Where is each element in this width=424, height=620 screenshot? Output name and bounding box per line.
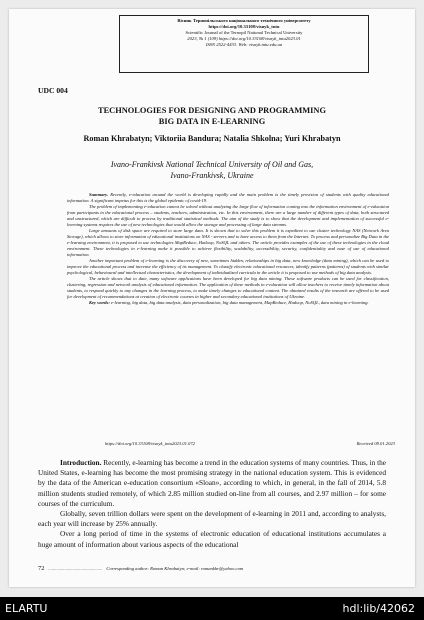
abstract-paragraph: Another important problem of e-learning is the discovery of new, sometimes hidden, relationships in big data, new knowledge (data mining), which can be used to improve the educational process and increase the efficiency of its management. To classify electronic educational resources, identify patterns (patterns) of students with similar psychological, behavioural and intellectual characteristics, the development of individualized curricula in the article it is proposed to use methods of big data analysis. xyxy=(67,258,389,275)
affiliation-line-1: Ivano-Frankivsk National Technical University of Oil and Gas, xyxy=(110,160,314,169)
abstract-text-1: Recently, e-education around the world is developing rapidly and the main problem is the timely provision of students with quality educational information. A significant impetus for this is the global epidemic of covid-19. xyxy=(67,192,390,203)
article-doi[interactable]: https://doi.org/10.33108/visnyk_tntu2023.01.072 xyxy=(105,441,195,446)
introduction xyxy=(38,458,386,550)
journal-header-box xyxy=(119,15,369,73)
abstract-paragraph: The article shows that to date, many software applications have been developed for big data mining. These software products can be used for classification, clustering, regression and network analysis of educational information. The application of these methods in e-education will allow teachers to receive timely information about students, to respond quickly to any changes in the learning process, to make timely changes to educational content. The obtained results of the research are offered to be used for development of recommendations at creation of electronic courses in higher and secondary educational institutions of Ukraine. xyxy=(67,276,389,299)
title-line-1: TECHNOLOGIES FOR DESIGNING AND PROGRAMMING xyxy=(97,106,326,115)
keywords-text: e-learning, big data, big data analysis, data personalization, big data management, MapReduce, Hadoop, NoSQL, data mining in e-learning. xyxy=(110,300,369,305)
keywords-lead: Key words: xyxy=(89,300,110,305)
received-date: Received 09.01.2023 xyxy=(356,441,395,446)
journal-doi[interactable]: https://doi.org/10.33108/visnyk_tntu xyxy=(208,24,280,29)
repository-name: ELARTU xyxy=(5,602,48,615)
introduction-heading: Introduction. xyxy=(60,458,102,467)
handle-id[interactable]: hdl:lib/42062 xyxy=(342,602,415,615)
article-meta xyxy=(105,441,395,446)
journal-name-en: Scientific Journal of the Ternopil National Technical University xyxy=(185,30,303,35)
page-footer xyxy=(38,565,386,572)
journal-name-ua: Вісник Тернопільського національного технічного університету xyxy=(177,18,311,23)
journal-issn: ISSN 2522-4433. Web: visnyk.tntu.edu.ua xyxy=(205,42,283,47)
abstract-lead: Summary. xyxy=(89,192,109,197)
affiliation xyxy=(29,159,395,181)
keywords xyxy=(67,300,389,306)
footer-dots: ............................................... xyxy=(48,566,103,571)
body-paragraph xyxy=(38,458,386,509)
page-number: 72 xyxy=(38,565,45,572)
udc-code: UDC 004 xyxy=(38,86,68,95)
abstract-paragraph xyxy=(67,192,389,204)
document-page xyxy=(9,9,415,587)
body-paragraph: Globally, seven trillion dollars were spent on the development of e-learning in 2011 and, according to analysts, each year will increase by 25% annually. xyxy=(38,509,386,529)
body-paragraph: Over a long period of time in the systems of electronic education of educational institutions accumulates a huge amount of information about various aspects of the educational xyxy=(38,529,386,549)
corresponding-author: Corresponding author: Roman Khrabatyn; e-mail: romankhr@yahoo.com xyxy=(106,566,244,571)
paper-title xyxy=(29,105,395,127)
abstract xyxy=(67,192,389,306)
journal-issue: 2023, № 1 (109) https://doi.org/10.33108/visnyk_tntu2023.01 xyxy=(187,36,301,41)
bottom-bar xyxy=(0,597,424,620)
abstract-paragraph: The problem of implementing e-education cannot be solved without analyzing the large flow of information coming into the information environment of e-education from participants in the educational process – students, teachers, administration, etc. In this environment, there are a large number of different types of data, both structured and unstructured, which are difficult to process by traditional statistical methods. The aim of the study is to show that the development and implementation of successful e-learning systems requires the use of new technologies that would allow the storage and processing of large data streams. xyxy=(67,204,389,227)
authors: Roman Khrabatyn; Viktoriia Bandura; Natalia Shkolna; Yuri Khrabatyn xyxy=(83,134,341,143)
title-line-2: BIG DATA IN E-LEARNING xyxy=(158,117,266,126)
affiliation-line-2: Ivano-Frankivsk, Ukraine xyxy=(170,171,254,180)
abstract-paragraph: Large amounts of disk space are required to store large data. It is shown that to solve this problem it is expedient to use cluster technology NAS (Network Area Storage), which allows to store information of educational institutions on NAS - servers and to have access to them from the Internet. To process and personalize Big Data in the e-learning environment, it is proposed to use technologies MapReduce, Hadoop, NoSQL and others. The article provides examples of the use of these technologies in the cloud environment. These technologies in e-learning make it possible to achieve flexibility, scalability, accessibility, security, confidentiality and ease of use of educational information. xyxy=(67,228,390,257)
intro-text-1: Recently, e-learning has become a trend in the education systems of many countries. Thus, in the United States, e-learning has become the most promising strategy in the national education system. This is evidenced by the data of the American e-education consortium «Sloan», according to which, in general, in the fall of 2014, 5.8 million students studied remotely, of which 2.85 million studied on-line from all courses, and 2.97 million – for some courses of the curriculum. xyxy=(38,458,386,508)
